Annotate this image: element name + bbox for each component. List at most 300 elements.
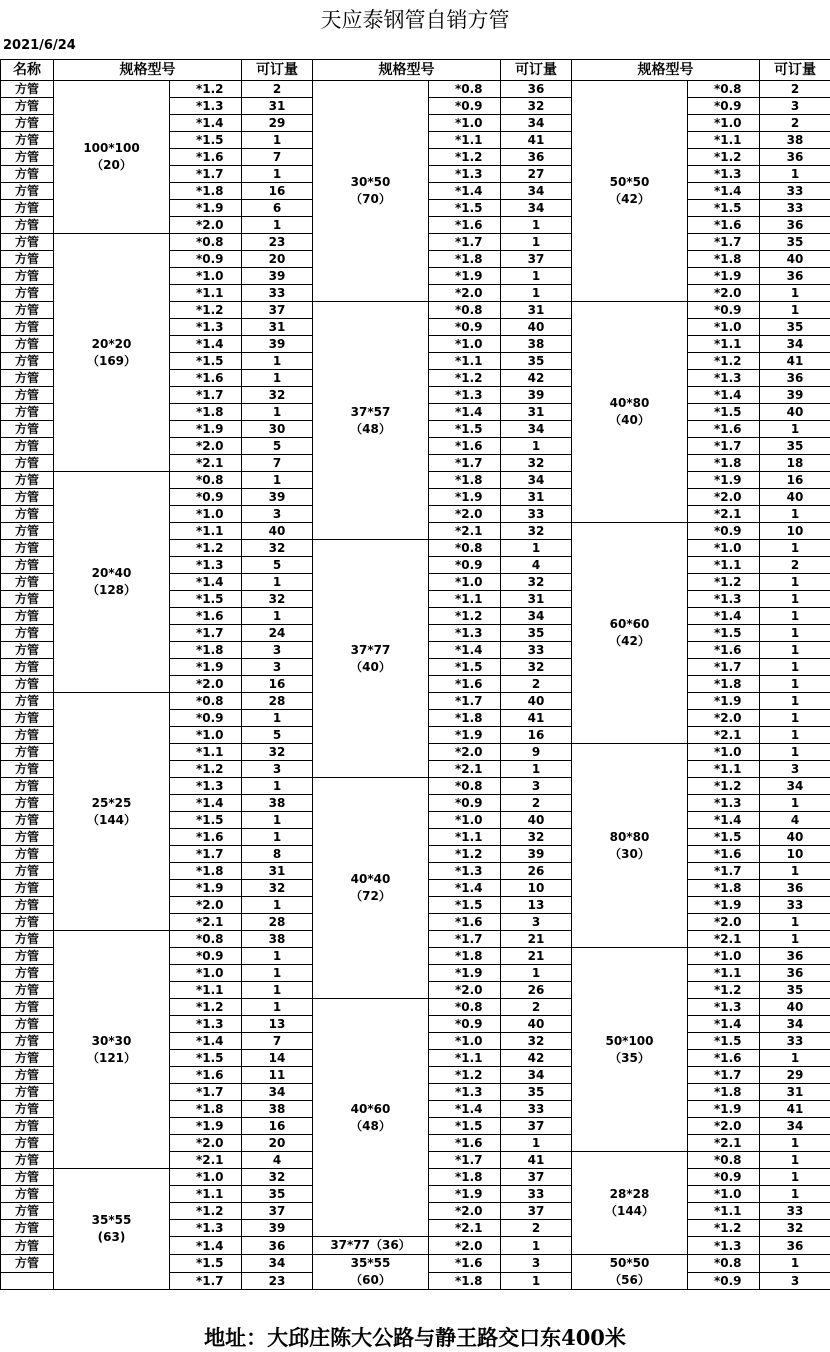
quantity-cell: 32 <box>760 1220 830 1237</box>
quantity-cell: 1 <box>501 234 572 251</box>
thickness-cell: *1.2 <box>170 1203 242 1220</box>
quantity-cell: 29 <box>760 1067 830 1084</box>
header-row <box>1 60 830 81</box>
quantity-cell: 40 <box>501 693 572 710</box>
thickness-cell: *1.4 <box>688 183 760 200</box>
size-label: 37*77（36） <box>313 1237 428 1254</box>
thickness-cell: *2.1 <box>688 1135 760 1152</box>
thickness-cell: *1.2 <box>688 982 760 999</box>
thickness-cell: *0.8 <box>429 778 501 795</box>
thickness-cell: *0.8 <box>429 81 501 98</box>
thickness-cell: *1.0 <box>170 506 242 523</box>
thickness-cell: *1.7 <box>688 863 760 880</box>
size-cell <box>572 523 688 744</box>
size-label: 60*60 <box>572 616 687 633</box>
thickness-cell: *0.9 <box>688 1169 760 1186</box>
quantity-cell: 39 <box>242 268 313 285</box>
product-name: 方管 <box>1 642 54 659</box>
thickness-cell: *1.4 <box>170 336 242 353</box>
thickness-cell: *1.0 <box>688 744 760 761</box>
thickness-cell: *0.8 <box>429 540 501 557</box>
quantity-cell: 1 <box>760 608 830 625</box>
quantity-cell: 31 <box>242 319 313 336</box>
thickness-cell: *1.4 <box>429 642 501 659</box>
quantity-cell: 28 <box>242 693 313 710</box>
quantity-cell: 1 <box>242 166 313 183</box>
quantity-cell: 40 <box>760 489 830 506</box>
product-name: 方管 <box>1 1135 54 1152</box>
product-name: 方管 <box>1 846 54 863</box>
quantity-cell: 1 <box>760 863 830 880</box>
thickness-cell: *0.8 <box>429 302 501 319</box>
inventory-table-body <box>1 60 830 1290</box>
product-name: 方管 <box>1 217 54 234</box>
quantity-cell: 1 <box>501 1272 572 1290</box>
quantity-cell: 35 <box>501 353 572 370</box>
thickness-cell: *1.5 <box>688 1033 760 1050</box>
quantity-cell: 37 <box>501 1169 572 1186</box>
product-name: 方管 <box>1 200 54 217</box>
product-name: 方管 <box>1 251 54 268</box>
thickness-cell: *1.9 <box>688 693 760 710</box>
thickness-cell: *1.6 <box>170 149 242 166</box>
quantity-cell: 1 <box>760 591 830 608</box>
size-cell <box>54 931 170 1169</box>
quantity-cell: 8 <box>242 846 313 863</box>
thickness-cell: *1.4 <box>429 183 501 200</box>
quantity-cell: 38 <box>242 931 313 948</box>
thickness-cell: *2.0 <box>688 914 760 931</box>
thickness-cell: *0.9 <box>429 319 501 336</box>
thickness-cell: *1.2 <box>688 778 760 795</box>
product-name: 方管 <box>1 1050 54 1067</box>
quantity-cell: 40 <box>501 812 572 829</box>
quantity-cell: 1 <box>501 1237 572 1255</box>
quantity-cell: 29 <box>242 115 313 132</box>
thickness-cell: *1.2 <box>429 846 501 863</box>
product-name: 方管 <box>1 1255 54 1273</box>
product-name: 方管 <box>1 693 54 710</box>
size-cell <box>313 81 429 302</box>
product-name: 方管 <box>1 829 54 846</box>
thickness-cell: *1.3 <box>170 557 242 574</box>
product-name: 方管 <box>1 1237 54 1255</box>
size-count: （42） <box>572 191 687 208</box>
quantity-cell: 31 <box>501 591 572 608</box>
quantity-cell: 34 <box>501 1067 572 1084</box>
thickness-cell: *0.9 <box>688 1272 760 1290</box>
thickness-cell: *2.0 <box>429 506 501 523</box>
thickness-cell: *1.1 <box>170 523 242 540</box>
size-cell <box>54 1169 170 1290</box>
quantity-cell: 6 <box>242 200 313 217</box>
quantity-cell: 20 <box>242 251 313 268</box>
thickness-cell: *1.8 <box>688 251 760 268</box>
quantity-cell: 34 <box>501 115 572 132</box>
thickness-cell: *1.0 <box>688 115 760 132</box>
thickness-cell: *1.2 <box>170 999 242 1016</box>
product-name: 方管 <box>1 1152 54 1169</box>
quantity-cell: 1 <box>242 999 313 1016</box>
product-name: 方管 <box>1 795 54 812</box>
quantity-cell: 33 <box>760 1203 830 1220</box>
quantity-cell: 16 <box>242 676 313 693</box>
quantity-cell: 1 <box>760 676 830 693</box>
thickness-cell: *1.2 <box>429 370 501 387</box>
quantity-cell: 36 <box>760 149 830 166</box>
product-name: 方管 <box>1 1203 54 1220</box>
thickness-cell: *1.6 <box>688 846 760 863</box>
size-cell <box>313 1237 429 1255</box>
thickness-cell: *1.8 <box>688 455 760 472</box>
thickness-cell: *1.8 <box>688 676 760 693</box>
thickness-cell: *1.7 <box>688 234 760 251</box>
product-name: 方管 <box>1 982 54 999</box>
thickness-cell: *1.8 <box>170 642 242 659</box>
thickness-cell: *2.0 <box>688 489 760 506</box>
quantity-cell: 36 <box>242 1237 313 1255</box>
thickness-cell: *1.4 <box>688 387 760 404</box>
quantity-cell: 26 <box>501 982 572 999</box>
thickness-cell: *1.0 <box>688 319 760 336</box>
thickness-cell: *0.8 <box>688 1255 760 1273</box>
product-name: 方管 <box>1 1033 54 1050</box>
quantity-cell: 16 <box>242 183 313 200</box>
quantity-cell: 1 <box>760 285 830 302</box>
thickness-cell: *1.9 <box>170 1118 242 1135</box>
quantity-cell: 1 <box>501 761 572 778</box>
quantity-cell: 39 <box>501 846 572 863</box>
size-label: 30*30 <box>54 1033 169 1050</box>
thickness-cell: *2.1 <box>429 523 501 540</box>
product-name: 方管 <box>1 591 54 608</box>
thickness-cell: *1.8 <box>429 1272 501 1290</box>
quantity-cell: 10 <box>760 523 830 540</box>
thickness-cell: *1.2 <box>688 149 760 166</box>
quantity-cell: 21 <box>501 948 572 965</box>
size-count: (63) <box>54 1229 169 1246</box>
product-name: 方管 <box>1 98 54 115</box>
thickness-cell: *1.6 <box>429 914 501 931</box>
thickness-cell: *1.3 <box>429 387 501 404</box>
quantity-cell: 1 <box>760 710 830 727</box>
thickness-cell: *2.0 <box>170 1135 242 1152</box>
quantity-cell: 16 <box>760 472 830 489</box>
size-label: 40*40 <box>313 871 428 888</box>
product-name: 方管 <box>1 1186 54 1203</box>
quantity-cell: 1 <box>242 370 313 387</box>
size-label: 40*80 <box>572 395 687 412</box>
thickness-cell: *1.3 <box>688 795 760 812</box>
thickness-cell: *2.1 <box>170 914 242 931</box>
quantity-cell: 10 <box>501 880 572 897</box>
quantity-cell: 35 <box>760 319 830 336</box>
quantity-cell: 40 <box>760 999 830 1016</box>
quantity-cell: 1 <box>760 1135 830 1152</box>
quantity-cell: 34 <box>242 1084 313 1101</box>
quantity-cell: 1 <box>760 625 830 642</box>
quantity-cell: 14 <box>242 1050 313 1067</box>
thickness-cell: *0.9 <box>170 251 242 268</box>
quantity-cell: 3 <box>501 1255 572 1273</box>
thickness-cell: *2.1 <box>170 455 242 472</box>
product-name: 方管 <box>1 965 54 982</box>
thickness-cell: *1.1 <box>170 1186 242 1203</box>
quantity-cell: 33 <box>501 1101 572 1118</box>
quantity-cell: 1 <box>242 965 313 982</box>
quantity-cell: 36 <box>760 217 830 234</box>
product-name: 方管 <box>1 999 54 1016</box>
size-cell <box>313 540 429 778</box>
quantity-cell: 39 <box>242 489 313 506</box>
thickness-cell: *1.1 <box>429 353 501 370</box>
product-name: 方管 <box>1 404 54 421</box>
thickness-cell: *2.0 <box>688 1118 760 1135</box>
header-spec: 规格型号 <box>572 60 760 81</box>
quantity-cell: 2 <box>760 115 830 132</box>
size-count: （121） <box>54 1050 169 1067</box>
quantity-cell: 10 <box>760 846 830 863</box>
size-count: （35） <box>572 1050 687 1067</box>
size-count: （144） <box>54 812 169 829</box>
quantity-cell: 1 <box>760 744 830 761</box>
thickness-cell: *1.5 <box>429 659 501 676</box>
thickness-cell: *1.3 <box>688 370 760 387</box>
quantity-cell: 3 <box>242 659 313 676</box>
quantity-cell: 40 <box>760 251 830 268</box>
thickness-cell: *2.0 <box>429 982 501 999</box>
thickness-cell: *0.9 <box>688 523 760 540</box>
quantity-cell: 1 <box>242 132 313 149</box>
thickness-cell: *0.9 <box>170 948 242 965</box>
product-name: 方管 <box>1 285 54 302</box>
size-label: 25*25 <box>54 795 169 812</box>
quantity-cell: 34 <box>760 336 830 353</box>
size-label: 37*57 <box>313 404 428 421</box>
thickness-cell: *1.8 <box>429 251 501 268</box>
quantity-cell: 1 <box>242 608 313 625</box>
quantity-cell: 2 <box>760 557 830 574</box>
product-name: 方管 <box>1 778 54 795</box>
thickness-cell: *1.8 <box>429 948 501 965</box>
quantity-cell: 9 <box>501 744 572 761</box>
quantity-cell: 1 <box>760 727 830 744</box>
quantity-cell: 30 <box>242 421 313 438</box>
thickness-cell: *1.6 <box>170 829 242 846</box>
thickness-cell: *1.7 <box>170 166 242 183</box>
quantity-cell: 23 <box>242 1272 313 1290</box>
thickness-cell: *1.7 <box>170 1272 242 1290</box>
quantity-cell: 1 <box>760 1186 830 1203</box>
thickness-cell: *0.9 <box>429 557 501 574</box>
quantity-cell: 32 <box>242 1169 313 1186</box>
thickness-cell: *1.5 <box>170 1255 242 1273</box>
quantity-cell: 31 <box>501 404 572 421</box>
thickness-cell: *1.1 <box>170 982 242 999</box>
size-cell <box>54 472 170 693</box>
quantity-cell: 35 <box>760 982 830 999</box>
quantity-cell: 1 <box>760 1050 830 1067</box>
quantity-cell: 1 <box>760 693 830 710</box>
product-name: 方管 <box>1 1169 54 1186</box>
product-name: 方管 <box>1 115 54 132</box>
quantity-cell: 16 <box>501 727 572 744</box>
thickness-cell: *1.3 <box>429 1084 501 1101</box>
quantity-cell: 32 <box>501 659 572 676</box>
size-count: （42） <box>572 633 687 650</box>
size-label: 50*50 <box>572 174 687 191</box>
thickness-cell: *1.7 <box>429 234 501 251</box>
product-name: 方管 <box>1 523 54 540</box>
quantity-cell: 3 <box>760 98 830 115</box>
thickness-cell: *1.2 <box>170 761 242 778</box>
quantity-cell: 20 <box>242 1135 313 1152</box>
thickness-cell: *1.0 <box>688 540 760 557</box>
thickness-cell: *0.8 <box>688 1152 760 1169</box>
quantity-cell: 37 <box>242 302 313 319</box>
quantity-cell: 31 <box>242 863 313 880</box>
size-cell <box>572 302 688 523</box>
size-count: （48） <box>313 1118 428 1135</box>
product-name: 方管 <box>1 353 54 370</box>
thickness-cell: *1.6 <box>429 676 501 693</box>
thickness-cell: *1.0 <box>688 948 760 965</box>
thickness-cell: *1.7 <box>429 1152 501 1169</box>
quantity-cell: 2 <box>501 1220 572 1237</box>
quantity-cell: 33 <box>760 897 830 914</box>
product-name: 方管 <box>1 132 54 149</box>
quantity-cell: 1 <box>242 472 313 489</box>
quantity-cell: 2 <box>501 795 572 812</box>
quantity-cell: 33 <box>242 285 313 302</box>
quantity-cell: 1 <box>242 217 313 234</box>
product-name: 方管 <box>1 81 54 98</box>
quantity-cell: 36 <box>760 268 830 285</box>
size-count: （48） <box>313 421 428 438</box>
thickness-cell: *2.0 <box>688 285 760 302</box>
thickness-cell: *1.6 <box>688 217 760 234</box>
thickness-cell: *1.6 <box>429 217 501 234</box>
product-name: 方管 <box>1 659 54 676</box>
thickness-cell: *1.2 <box>170 81 242 98</box>
thickness-cell: *1.9 <box>429 489 501 506</box>
quantity-cell: 13 <box>242 1016 313 1033</box>
thickness-cell: *2.1 <box>170 1152 242 1169</box>
quantity-cell: 26 <box>501 863 572 880</box>
product-name <box>1 1272 54 1290</box>
quantity-cell: 39 <box>760 387 830 404</box>
quantity-cell: 13 <box>501 897 572 914</box>
quantity-cell: 3 <box>760 1272 830 1290</box>
quantity-cell: 35 <box>501 1084 572 1101</box>
product-name: 方管 <box>1 931 54 948</box>
thickness-cell: *1.6 <box>429 1135 501 1152</box>
size-label: 20*20 <box>54 336 169 353</box>
quantity-cell: 37 <box>501 1203 572 1220</box>
quantity-cell: 1 <box>501 285 572 302</box>
product-name: 方管 <box>1 438 54 455</box>
thickness-cell: *1.1 <box>688 336 760 353</box>
thickness-cell: *1.2 <box>688 574 760 591</box>
quantity-cell: 1 <box>501 438 572 455</box>
thickness-cell: *1.3 <box>688 999 760 1016</box>
product-name: 方管 <box>1 557 54 574</box>
quantity-cell: 34 <box>760 778 830 795</box>
thickness-cell: *2.0 <box>170 897 242 914</box>
quantity-cell: 33 <box>760 1033 830 1050</box>
thickness-cell: *1.7 <box>170 387 242 404</box>
quantity-cell: 38 <box>501 336 572 353</box>
thickness-cell: *2.1 <box>688 506 760 523</box>
product-name: 方管 <box>1 268 54 285</box>
thickness-cell: *0.9 <box>429 795 501 812</box>
quantity-cell: 1 <box>760 642 830 659</box>
thickness-cell: *0.8 <box>170 693 242 710</box>
thickness-cell: *1.7 <box>688 438 760 455</box>
quantity-cell: 1 <box>242 404 313 421</box>
header-qty: 可订量 <box>242 60 313 81</box>
size-label: 80*80 <box>572 829 687 846</box>
quantity-cell: 1 <box>242 897 313 914</box>
thickness-cell: *1.9 <box>170 421 242 438</box>
thickness-cell: *1.9 <box>170 659 242 676</box>
size-count: （30） <box>572 846 687 863</box>
thickness-cell: *2.0 <box>429 285 501 302</box>
size-cell <box>54 81 170 234</box>
quantity-cell: 1 <box>760 302 830 319</box>
thickness-cell: *1.7 <box>170 846 242 863</box>
quantity-cell: 36 <box>760 370 830 387</box>
thickness-cell: *2.0 <box>170 217 242 234</box>
thickness-cell: *1.9 <box>170 200 242 217</box>
size-cell <box>54 234 170 472</box>
product-name: 方管 <box>1 761 54 778</box>
thickness-cell: *1.9 <box>170 880 242 897</box>
thickness-cell: *1.6 <box>170 370 242 387</box>
thickness-cell: *0.9 <box>688 98 760 115</box>
thickness-cell: *1.4 <box>688 1016 760 1033</box>
quantity-cell: 28 <box>242 914 313 931</box>
product-name: 方管 <box>1 676 54 693</box>
size-cell <box>54 693 170 931</box>
quantity-cell: 18 <box>760 455 830 472</box>
thickness-cell: *0.8 <box>688 81 760 98</box>
quantity-cell: 7 <box>242 1033 313 1050</box>
thickness-cell: *1.5 <box>429 1118 501 1135</box>
product-name: 方管 <box>1 1084 54 1101</box>
quantity-cell: 4 <box>760 812 830 829</box>
quantity-cell: 36 <box>760 948 830 965</box>
thickness-cell: *1.5 <box>429 897 501 914</box>
size-cell <box>313 778 429 999</box>
quantity-cell: 33 <box>760 183 830 200</box>
quantity-cell: 11 <box>242 1067 313 1084</box>
quantity-cell: 41 <box>760 1101 830 1118</box>
quantity-cell: 4 <box>242 1152 313 1169</box>
size-label: 28*28 <box>572 1186 687 1203</box>
quantity-cell: 5 <box>242 438 313 455</box>
size-count: （60） <box>313 1272 428 1289</box>
thickness-cell: *1.7 <box>429 931 501 948</box>
thickness-cell: *1.6 <box>688 1050 760 1067</box>
quantity-cell: 32 <box>501 455 572 472</box>
quantity-cell: 3 <box>242 642 313 659</box>
thickness-cell: *1.9 <box>429 268 501 285</box>
thickness-cell: *2.0 <box>170 676 242 693</box>
product-name: 方管 <box>1 914 54 931</box>
quantity-cell: 33 <box>760 200 830 217</box>
thickness-cell: *0.8 <box>170 931 242 948</box>
